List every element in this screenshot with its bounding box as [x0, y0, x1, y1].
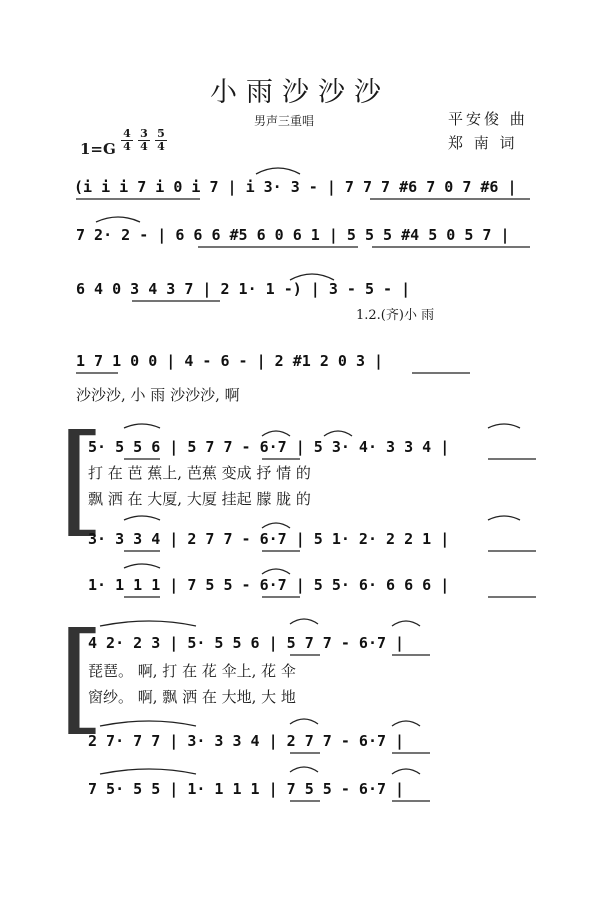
slur	[100, 621, 196, 626]
notation-system-7: 1· 1 1 1 | 7 5 5 - 6·7 | 5 5· 6· 6 6 6 |	[88, 576, 450, 594]
slur	[124, 516, 160, 520]
slur	[256, 168, 300, 174]
slur	[290, 274, 334, 280]
slur	[488, 424, 520, 428]
notation-system-4: 1 7 1 0 0 | 4 - 6 - | 2 #1 2 0 3 |	[76, 352, 384, 370]
notation-system-2: 7 2· 2 - | 6 6 6 #5 6 0 6 1 | 5 5 5 #4 5 0 5 7 |	[76, 226, 510, 244]
slur	[392, 769, 420, 774]
notation-system-9: 2 7· 7 7 | 3· 3 3 4 | 2 7 7 - 6·7 |	[88, 732, 405, 750]
slur	[324, 431, 352, 436]
lyric-line-3: 1.2.(齐)小 雨	[356, 308, 435, 323]
time-signature-bottom: 4	[157, 140, 165, 153]
key-signature: 1=G	[80, 140, 116, 158]
system-brace: [	[58, 410, 105, 549]
lyric-verse-1: 打 在 芭 蕉上, 芭蕉 变成 抒 情 的	[88, 464, 311, 482]
slur	[290, 719, 318, 724]
slur	[96, 217, 140, 222]
slur	[290, 767, 318, 772]
slur	[124, 564, 160, 568]
slur	[100, 769, 196, 774]
time-signature-top: 4	[123, 127, 131, 140]
slur	[124, 424, 160, 428]
time-signature-bottom: 4	[140, 140, 148, 153]
notation-system-8: 4 2· 2 3 | 5· 5 5 6 | 5 7 7 - 6·7 |	[88, 634, 405, 652]
notation-system-3: 6 4 0 3 4 3 7 | 2 1· 1 -) | 3 - 5 - |	[76, 280, 411, 298]
notation-system-6: 3· 3 3 4 | 2 7 7 - 6·7 | 5 1· 2· 2 2 1 |	[88, 530, 450, 548]
lyricist-credit: 郑 南 词	[448, 134, 518, 152]
lyric-verse-2: 飘 洒 在 大厦, 大厦 挂起 朦 胧 的	[88, 490, 311, 508]
lyric-verse-2: 窗纱。 啊, 飘 洒 在 大地, 大 地	[88, 688, 296, 706]
slur	[488, 516, 520, 520]
slur	[100, 721, 196, 726]
lyric-verse-1: 琵琶。 啊, 打 在 花 伞上, 花 伞	[88, 662, 296, 680]
slur	[262, 523, 290, 528]
notation-system-10: 7 5· 5 5 | 1· 1 1 1 | 7 5 5 - 6·7 |	[88, 780, 405, 798]
slur	[262, 431, 290, 436]
song-subtitle: 男声三重唱	[254, 114, 315, 128]
notation-system-1: (i i i 7 i 0 i 7 | i 3· 3 - | 7 7 7 #6 7 0 7 #6 |	[74, 178, 517, 196]
slur	[392, 721, 420, 726]
notation-system-5: 5· 5 5 6 | 5 7 7 - 6·7 | 5 3· 4· 3 3 4 |	[88, 438, 450, 456]
system-brace: [	[58, 608, 105, 747]
composer-credit: 平安俊 曲	[448, 110, 528, 128]
slur	[262, 569, 290, 574]
time-signature-top: 5	[157, 127, 165, 140]
slur	[290, 619, 318, 624]
time-signature-top: 3	[140, 127, 148, 140]
song-title: 小雨沙沙沙	[210, 77, 390, 108]
time-signature-bottom: 4	[123, 140, 131, 153]
lyric-line-4: 沙沙沙, 小 雨 沙沙沙, 啊	[76, 386, 240, 404]
slur	[392, 621, 420, 626]
